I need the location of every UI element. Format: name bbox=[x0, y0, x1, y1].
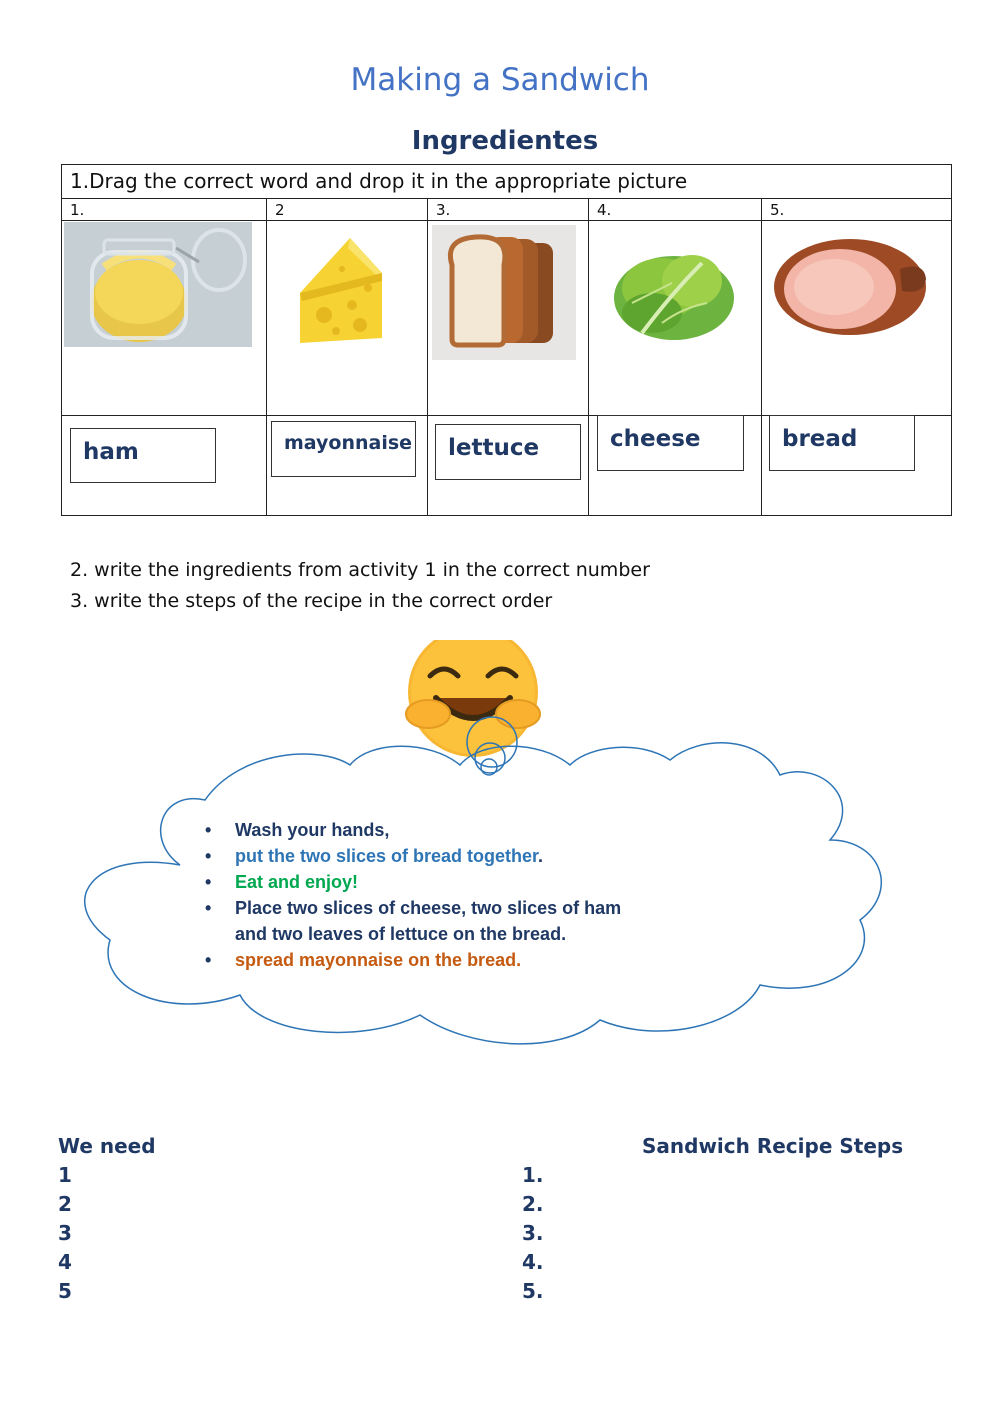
recipe-step-item[interactable]: 3. bbox=[522, 1221, 544, 1245]
word-box-lettuce[interactable]: lettuce bbox=[435, 424, 581, 480]
recipe-steps-list bbox=[205, 817, 621, 973]
bread-slices-picture bbox=[432, 225, 576, 360]
step-spread-mayonnaise: • spread mayonnaise on the bread. bbox=[205, 947, 621, 973]
we-need-item[interactable]: 1 bbox=[58, 1163, 72, 1187]
we-need-title: We need bbox=[58, 1134, 156, 1158]
step-wash-hands: • Wash your hands, bbox=[205, 817, 621, 843]
question-3: 3. write the steps of the recipe in the correct order bbox=[70, 590, 553, 612]
lettuce-picture bbox=[602, 233, 742, 345]
step-eat-and-enjoy: • Eat and enjoy! bbox=[205, 869, 621, 895]
ingredients-table bbox=[61, 164, 952, 516]
we-need-item[interactable]: 2 bbox=[58, 1192, 72, 1216]
ham-picture bbox=[770, 229, 930, 337]
thought-cloud bbox=[0, 640, 1000, 1070]
step-put-bread-together: • put the two slices of bread together. bbox=[205, 843, 621, 869]
recipe-step-item[interactable]: 5. bbox=[522, 1279, 544, 1303]
word-box-cheese[interactable]: cheese bbox=[597, 415, 744, 471]
we-need-item[interactable]: 5 bbox=[58, 1279, 72, 1303]
activity-instruction: 1.Drag the correct word and drop it in the appropriate picture bbox=[70, 169, 688, 193]
we-need-item[interactable]: 4 bbox=[58, 1250, 72, 1274]
step-place-fillings: • Place two slices of cheese, two slices of ham and two leaves of lettuce on the bread. bbox=[205, 895, 621, 947]
column-number: 1. bbox=[70, 201, 85, 219]
recipe-steps-answer-list bbox=[522, 1162, 544, 1307]
column-number: 3. bbox=[436, 201, 451, 219]
hugging-face-icon bbox=[406, 640, 540, 757]
recipe-step-item[interactable]: 4. bbox=[522, 1250, 544, 1274]
we-need-item[interactable]: 3 bbox=[58, 1221, 72, 1245]
column-number: 2 bbox=[275, 201, 285, 219]
page-title: Making a Sandwich bbox=[350, 62, 650, 98]
recipe-steps-title: Sandwich Recipe Steps bbox=[642, 1134, 904, 1158]
we-need-list bbox=[58, 1162, 72, 1307]
word-box-bread[interactable]: bread bbox=[769, 415, 915, 471]
word-box-ham[interactable]: ham bbox=[70, 428, 216, 483]
column-number: 5. bbox=[770, 201, 785, 219]
question-2: 2. write the ingredients from activity 1 in the correct number bbox=[70, 559, 650, 581]
section-subtitle: Ingredientes bbox=[411, 126, 599, 156]
recipe-step-item[interactable]: 2. bbox=[522, 1192, 544, 1216]
mayonnaise-jar-picture bbox=[64, 222, 252, 347]
word-box-mayonnaise[interactable]: mayonnaise bbox=[271, 421, 416, 477]
recipe-step-item[interactable]: 1. bbox=[522, 1163, 544, 1187]
column-number: 4. bbox=[597, 201, 612, 219]
cheese-wedge-picture bbox=[290, 233, 390, 349]
